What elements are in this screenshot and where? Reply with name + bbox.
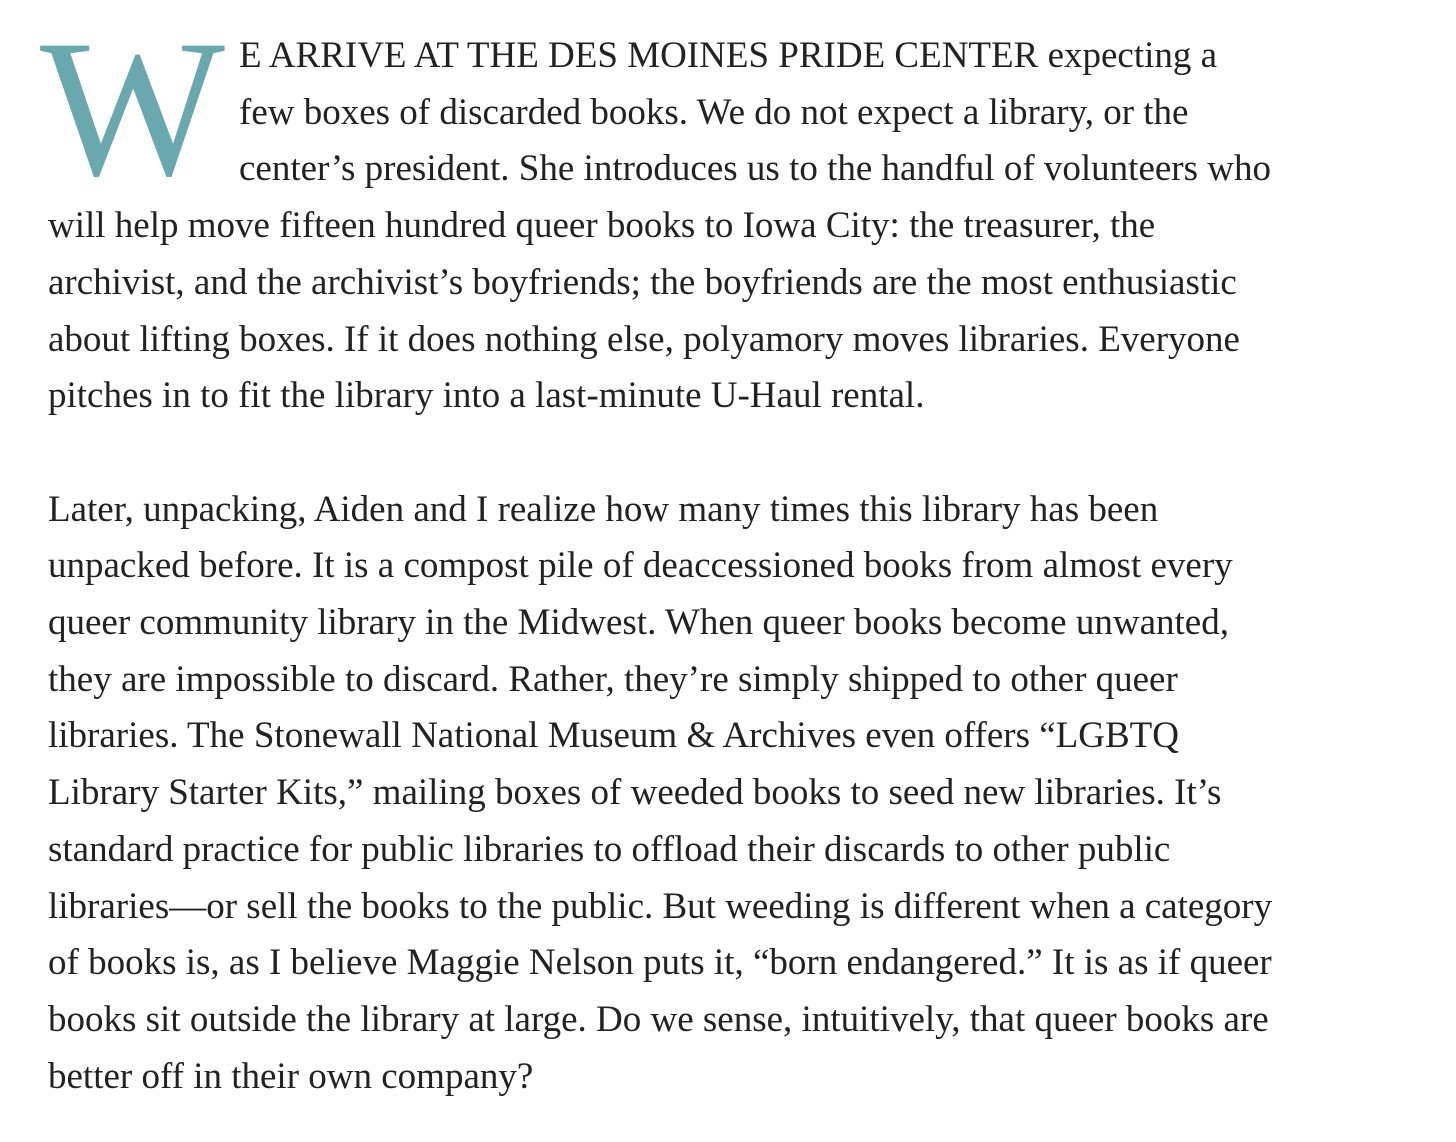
drop-cap: W (40, 0, 225, 217)
paragraph-1-line-4: will help move fifteen hundred queer books to Iowa City: the treasurer, the (48, 205, 1156, 247)
paragraph-1-line-5: archivist, and the archivist’s boyfriends; the boyfriends are the most enthusiastic (48, 261, 1237, 303)
paragraph-2-line-1: Later, unpacking, Aiden and I realize how many times this library has been (48, 488, 1159, 530)
paragraph-2-line-4: they are impossible to discard. Rather, they’re simply shipped to other queer (48, 658, 1178, 700)
article-body (40, 0, 1438, 1105)
paragraph-2-line-5: libraries. The Stonewall National Museum & Archives even offers “LGBTQ (48, 715, 1179, 757)
paragraph-2-line-10: books sit outside the library at large. Do we sense, intuitively, that queer books are (48, 998, 1269, 1040)
paragraph-2-line-8: libraries—or sell the books to the public. But weeding is different when a category (48, 885, 1273, 927)
paragraph-2-line-3: queer community library in the Midwest. When queer books become unwanted, (48, 602, 1229, 644)
paragraph-1-line-1-rest: expecting a (1038, 35, 1218, 76)
paragraph-2-line-9: of books is, as I believe Maggie Nelson puts it, “born endangered.” It is as if queer (48, 942, 1272, 984)
paragraph-1-line-7: pitches in to fit the library into a last-minute U-Haul rental. (48, 375, 925, 417)
paragraph-1-line-6: about lifting boxes. If it does nothing else, polyamory moves libraries. Everyone (48, 318, 1240, 360)
paragraph-2-line-2: unpacked before. It is a compost pile of deaccessioned books from almost every (48, 545, 1233, 587)
paragraph-2-line-11: better off in their own company? (48, 1055, 534, 1097)
lead-in-caps: E ARRIVE AT THE DES MOINES PRIDE CENTER (239, 35, 1039, 76)
paragraph-1-line-3: center’s president. She introduces us to the handful of volunteers who (239, 148, 1271, 190)
paragraph-1-line-2: few boxes of discarded books. We do not expect a library, or the (239, 91, 1189, 133)
paragraph-2-line-7: standard practice for public libraries to offload their discards to other public (48, 828, 1171, 870)
paragraph-1 (40, 0, 1438, 425)
paragraph-1-line-1 (48, 28, 1438, 85)
paragraph-2-line-6: Library Starter Kits,” mailing boxes of weeded books to seed new libraries. It’s (48, 772, 1222, 814)
paragraph-2 (48, 482, 1438, 1106)
